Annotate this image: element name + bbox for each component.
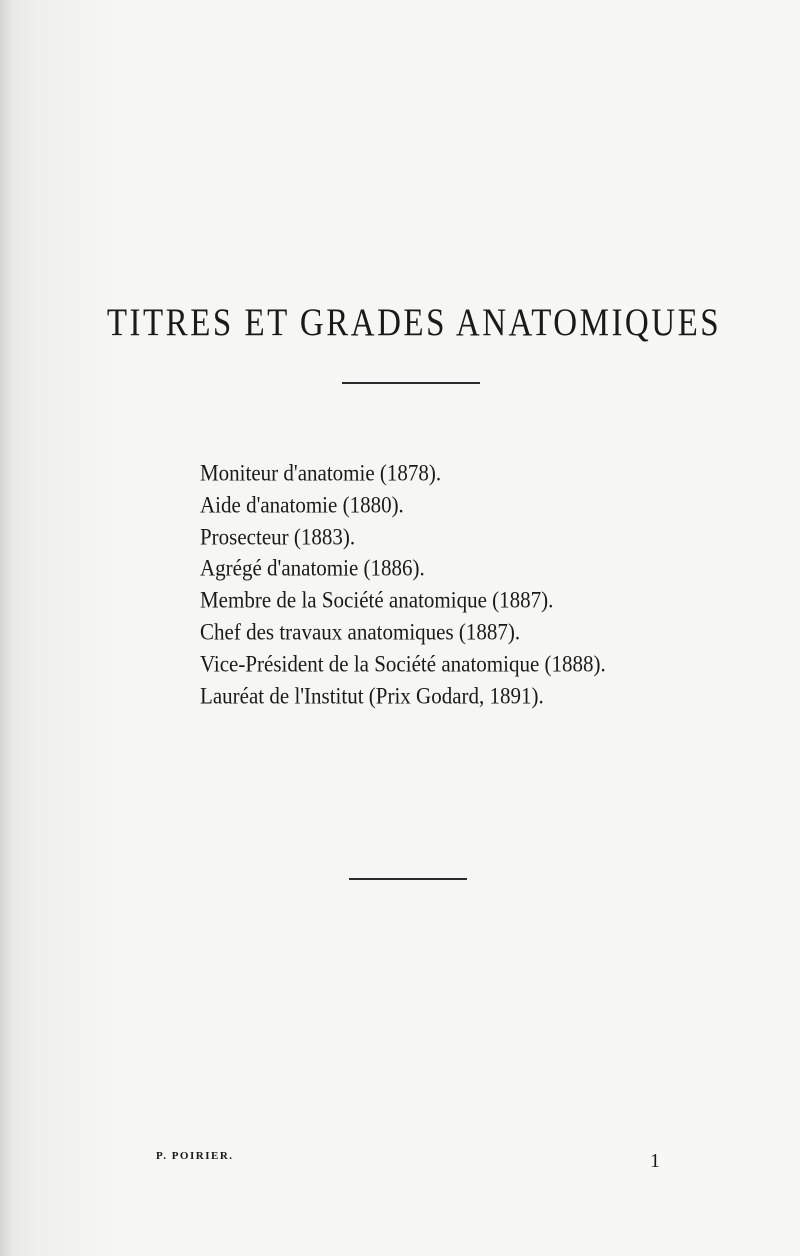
show-through-text (118, 490, 122, 510)
title-divider (342, 382, 480, 384)
list-item: Lauréat de l'Institut (Prix Godard, 1891). (200, 681, 544, 709)
page-edge-shadow (0, 0, 12, 1256)
page-title: TITRES ET GRADES ANATOMIQUES (106, 302, 722, 345)
list-item: Aide d'anatomie (1880). (200, 491, 404, 519)
list-item: Prosecteur (1883). (200, 522, 356, 550)
titles-list (200, 456, 606, 710)
list-item: Agrégé d'anatomie (1886). (200, 554, 425, 582)
list-item: Vice-Président de la Société anatomique (1888). (200, 650, 606, 678)
list-item: Chef des travaux anatomiques (1887). (200, 618, 521, 646)
signature-mark: P. POIRIER. (156, 1150, 234, 1162)
list-item: Membre de la Société anatomique (1887). (200, 586, 554, 614)
list-item: Moniteur d'anatomie (1878). (200, 459, 442, 487)
closing-divider (349, 878, 467, 880)
page-number: 1 (650, 1150, 660, 1172)
